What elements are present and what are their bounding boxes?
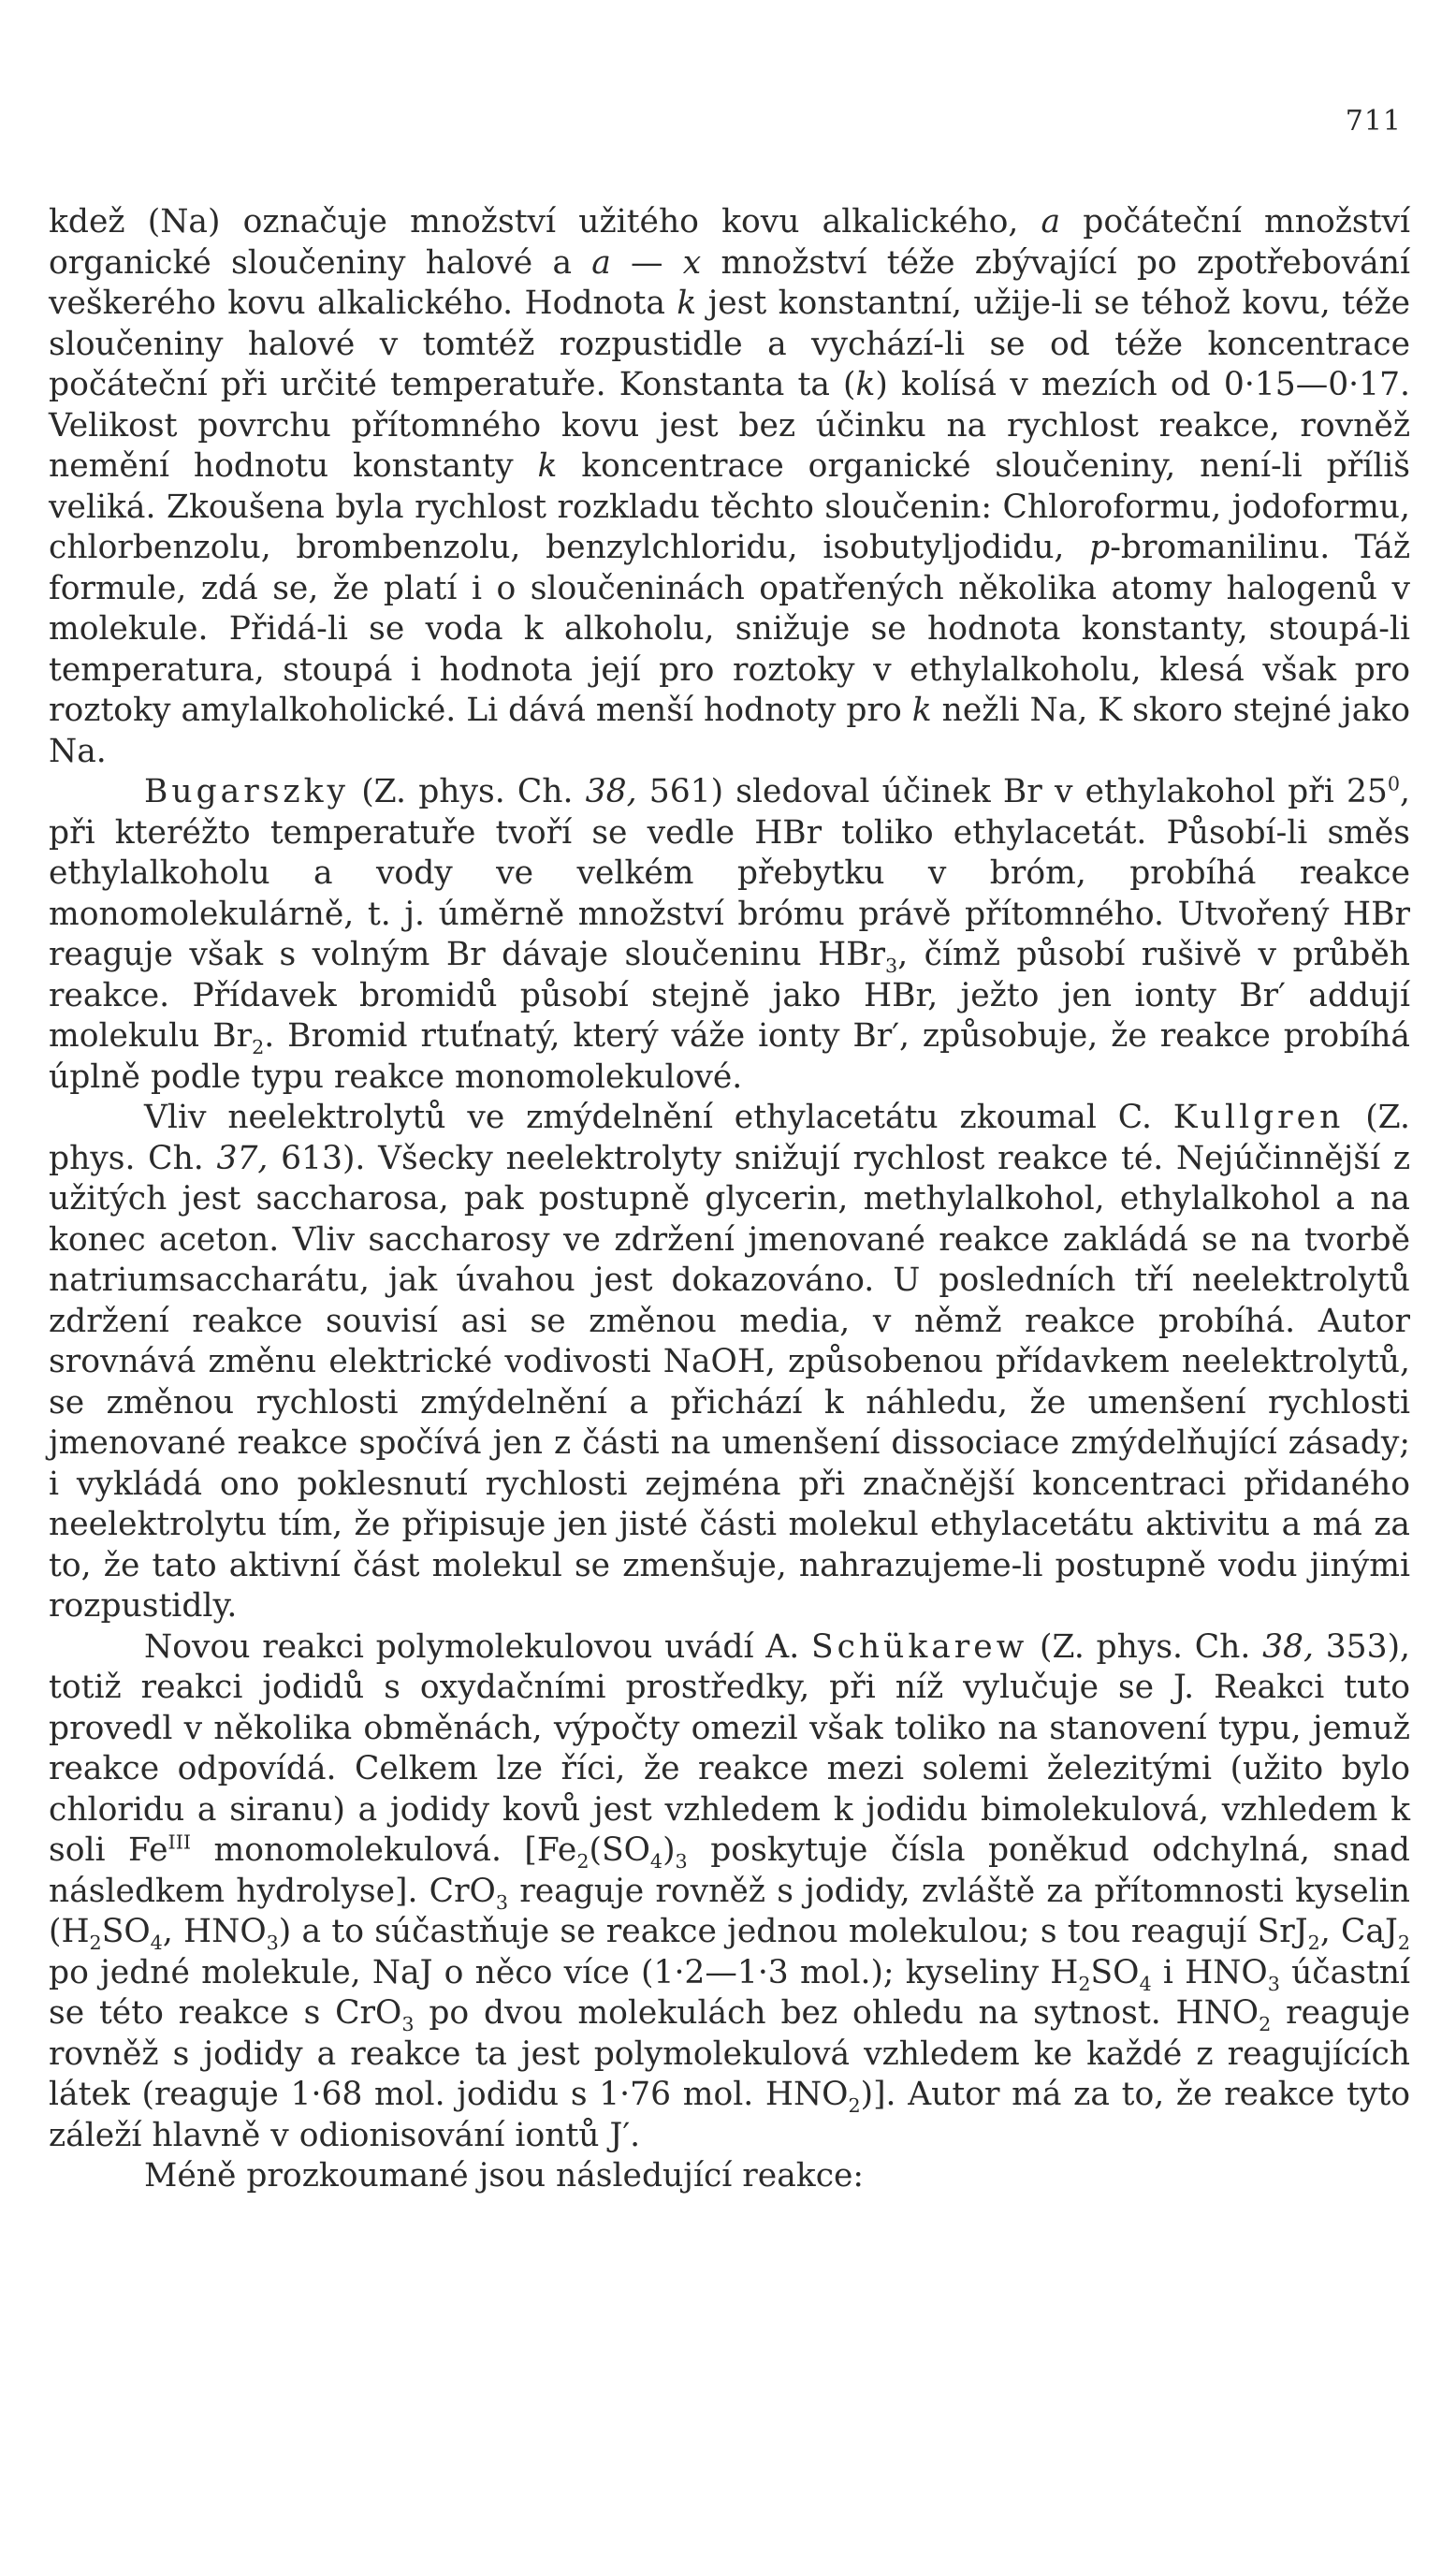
text-sub: 3 [885, 954, 898, 977]
text-italic: k [677, 284, 697, 322]
text-run: Méně prozkoumané jsou následující reakce: [144, 2157, 865, 2195]
text-italic: 38, [585, 773, 637, 810]
text-sub: 4 [1139, 1972, 1152, 1995]
paragraph [49, 2156, 1410, 2197]
text-sub: 3 [495, 1890, 509, 1914]
paragraph [49, 1098, 1410, 1627]
text-sub: 4 [150, 1931, 163, 1954]
text-run: i HNO [1151, 1953, 1268, 1991]
text-italic: 38, [1262, 1627, 1314, 1666]
text-run: 561) sledoval účinek Br v ethylakohol při 25 [636, 773, 1388, 810]
paragraph [49, 1627, 1410, 2157]
text-sup: 0 [1387, 772, 1401, 795]
text-run: počáteční množství organické sloučeniny halové a [49, 203, 1410, 282]
text-run: reaguje rovněž s jodidy a reakce ta jest polymolekulová vzhledem ke každé z reagujících látek (reaguje 1·68 mol. jodidu s 1·76 mol. HNO [49, 1994, 1411, 2113]
text-run: , CaJ [1319, 1913, 1398, 1950]
text-spaced: Kullgren [1172, 1099, 1345, 1136]
text-sub: 2 [1397, 1931, 1411, 1954]
text-run: kdež (Na) označuje množství užitého kovu alkalického, [49, 203, 1041, 241]
text-sub: 2 [1078, 1972, 1091, 1995]
text-italic: a [591, 243, 611, 282]
text-sup: III [167, 1830, 192, 1854]
text-sub: 2 [576, 1849, 590, 1873]
text-run: SO [1090, 1953, 1140, 1991]
text-run: . Bromid rtuťnatý, který váže ionty Br′, způsobuje, že reakce probíhá úplně podle typu reakce monomolekulové. [49, 1017, 1410, 1096]
text-italic: a [1041, 203, 1061, 241]
text-sub: 2 [848, 2093, 861, 2117]
text-run: koncentrace organické sloučeniny, není-li příliš veliká. Zkoušena byla rychlost rozkladu těchto sloučenin: Chloroformu, jodoformu, chlorbenzolu, brombenzolu, benzylchloridu, isobutyljodidu, [49, 447, 1410, 566]
text-run: reaguje rovněž s jodidy, zvláště za přítomnosti kyselin (H [49, 1872, 1410, 1950]
text-run: (SO [589, 1831, 650, 1869]
paragraph [49, 772, 1410, 1098]
text-run: po dvou molekulách bez ohledu na sytnost. HNO [414, 1994, 1259, 2032]
text-run: množství téže zbývající po zpotřebování veškerého kovu alkalického. Hodnota [49, 243, 1410, 322]
text-sub: 3 [1267, 1972, 1280, 1995]
text-spaced: Schükarew [810, 1627, 1028, 1666]
text-sub: 4 [649, 1849, 663, 1873]
text-run: Vliv neelektrolytů ve zmýdelnění ethylacetátu zkoumal C. [144, 1099, 1173, 1136]
text-run: SO [101, 1913, 151, 1950]
text-run: , čímž působí rušivě v průběh reakce. Přídavek bromidů působí stejně jako HBr, ježto jen ionty Br′ addují molekulu Br [49, 936, 1410, 1055]
paragraph [49, 202, 1410, 772]
text-run: ) kolísá v mezích od 0·15—0·17. Velikost povrchu přítomného kovu jest bez účinku na rychlost reakce, rovněž nemění hodnotu konstanty [49, 366, 1410, 485]
page-number: 711 [1345, 105, 1402, 138]
text-sub: 2 [89, 1931, 102, 1954]
text-run: (Z. phys. Ch. [349, 773, 586, 810]
text-run: jest konstantní, užije-li se téhož kovu, téže sloučeniny halové v tomtéž rozpustidle a vychází-li se od téže koncentrace počáteční při určité temperatuře. Konstanta ta ( [49, 284, 1410, 403]
text-run: 613). Všecky neelektrolyty snižují rychlost reakce té. Nejúčinnější z užitých jest saccharosa, pak postupně glycerin, methylalkohol, ethylalkohol a na konec aceton. Vliv saccharosy ve zdržení jmenované reakce zakládá se na tvorbě natriumsaccharátu, jak úvahou jest dokazováno. U posledních tří neelektrolytů zdržení reakce souvisí asi se změnou media, v němž reakce probíhá. Autor srovnává změnu elektrické vodivosti NaOH, způsobenou přídavkem neelektrolytů, se změnou rychlosti zmýdelnění a přichází k náhledu, že umenšení rychlosti jmenované reakce spočívá jen z části na umenšení dissociace zmýdelňující zásady; i vykládá ono poklesnutí rychlosti zejména při značnější koncentraci přidaného neelektrolytu tím, že připisuje jen jisté části molekul ethylacetátu aktivitu a má za to, že tato aktivní část molekul se zmenšuje, nahrazujeme-li postupně vodu jinými rozpustidly. [49, 1139, 1411, 1625]
text-run: (Z. phys. Ch. [1027, 1627, 1263, 1666]
text-sub: 2 [1259, 2012, 1272, 2035]
text-run: monomolekulová. [Fe [191, 1831, 577, 1869]
text-sub: 3 [266, 1931, 279, 1954]
text-run: — [610, 243, 683, 282]
text-run: (Z. phys. Ch. [49, 1099, 1410, 1177]
text-run: )]. Autor má za to, že reakce tyto záleží hlavně v odionisování iontů J′. [49, 2076, 1410, 2154]
text-run: účastní se této reakce s CrO [49, 1953, 1411, 2032]
text-run: Novou reakci polymolekulovou uvádí A. [144, 1627, 811, 1666]
text-italic: p [1089, 529, 1111, 566]
page-body [49, 202, 1410, 2197]
text-italic: x [682, 243, 702, 282]
text-run: ) [662, 1831, 676, 1869]
text-sub: 3 [675, 1849, 688, 1873]
text-run: , při kteréžto temperatuře tvoří se vedle HBr toliko ethylacetát. Působí-li směs ethylalkoholu a vody ve velkém přebytku v bróm, probíhá reakce monomolekulárně, t. j. úměrně množství brómu právě přítomného. Utvořený HBr reaguje však s volným Br dávaje sloučeninu HBr [49, 773, 1410, 973]
text-run: nežli Na, K skoro stejné jako Na. [49, 692, 1410, 770]
text-run: po jedné molekule, NaJ o něco více (1·2—1·3 mol.); kyseliny H [49, 1953, 1079, 1991]
text-sub: 2 [1307, 1931, 1320, 1954]
text-italic: k [911, 692, 932, 729]
text-sub: 3 [401, 2012, 415, 2035]
text-run: 353), totiž reakci jodidů s oxydačními prostředky, při níž vylučuje se J. Reakci tuto provedl v několika obměnách, výpočty omezil však toliko na stanovení typu, jemuž reakce odpovídá. Celkem lze říci, že reakce mezi solemi železitými (užito bylo chloridu a siranu) a jodidy kovů jest vzhledem k jodidu bimolekulová, vzhledem k soli Fe [49, 1627, 1410, 1869]
text-run: , HNO [162, 1913, 267, 1950]
text-italic: k [855, 366, 876, 403]
text-run: -bromanilinu. Táž formule, zdá se, že platí i o sloučeninách opatřených několika atomy halogenů v molekule. Přidá-li se voda k alkoholu, snižuje se hodnota konstanty, stoupá-li temperatura, stoupá i hodnota její pro roztoky v ethylalkoholu, klesá však pro roztoky amylalkoholické. Li dává menší hodnoty pro [49, 529, 1410, 729]
text-run: poskytuje čísla poněkud odchylná, snad následkem hydrolyse]. CrO [49, 1831, 1410, 1910]
text-italic: 37, [216, 1139, 269, 1177]
text-spaced: Bugarszky [144, 773, 349, 810]
text-italic: k [537, 447, 558, 485]
text-run: ) a to súčastňuje se reakce jednou molekulou; s tou reagují SrJ [278, 1913, 1308, 1950]
text-sub: 2 [252, 1035, 265, 1058]
